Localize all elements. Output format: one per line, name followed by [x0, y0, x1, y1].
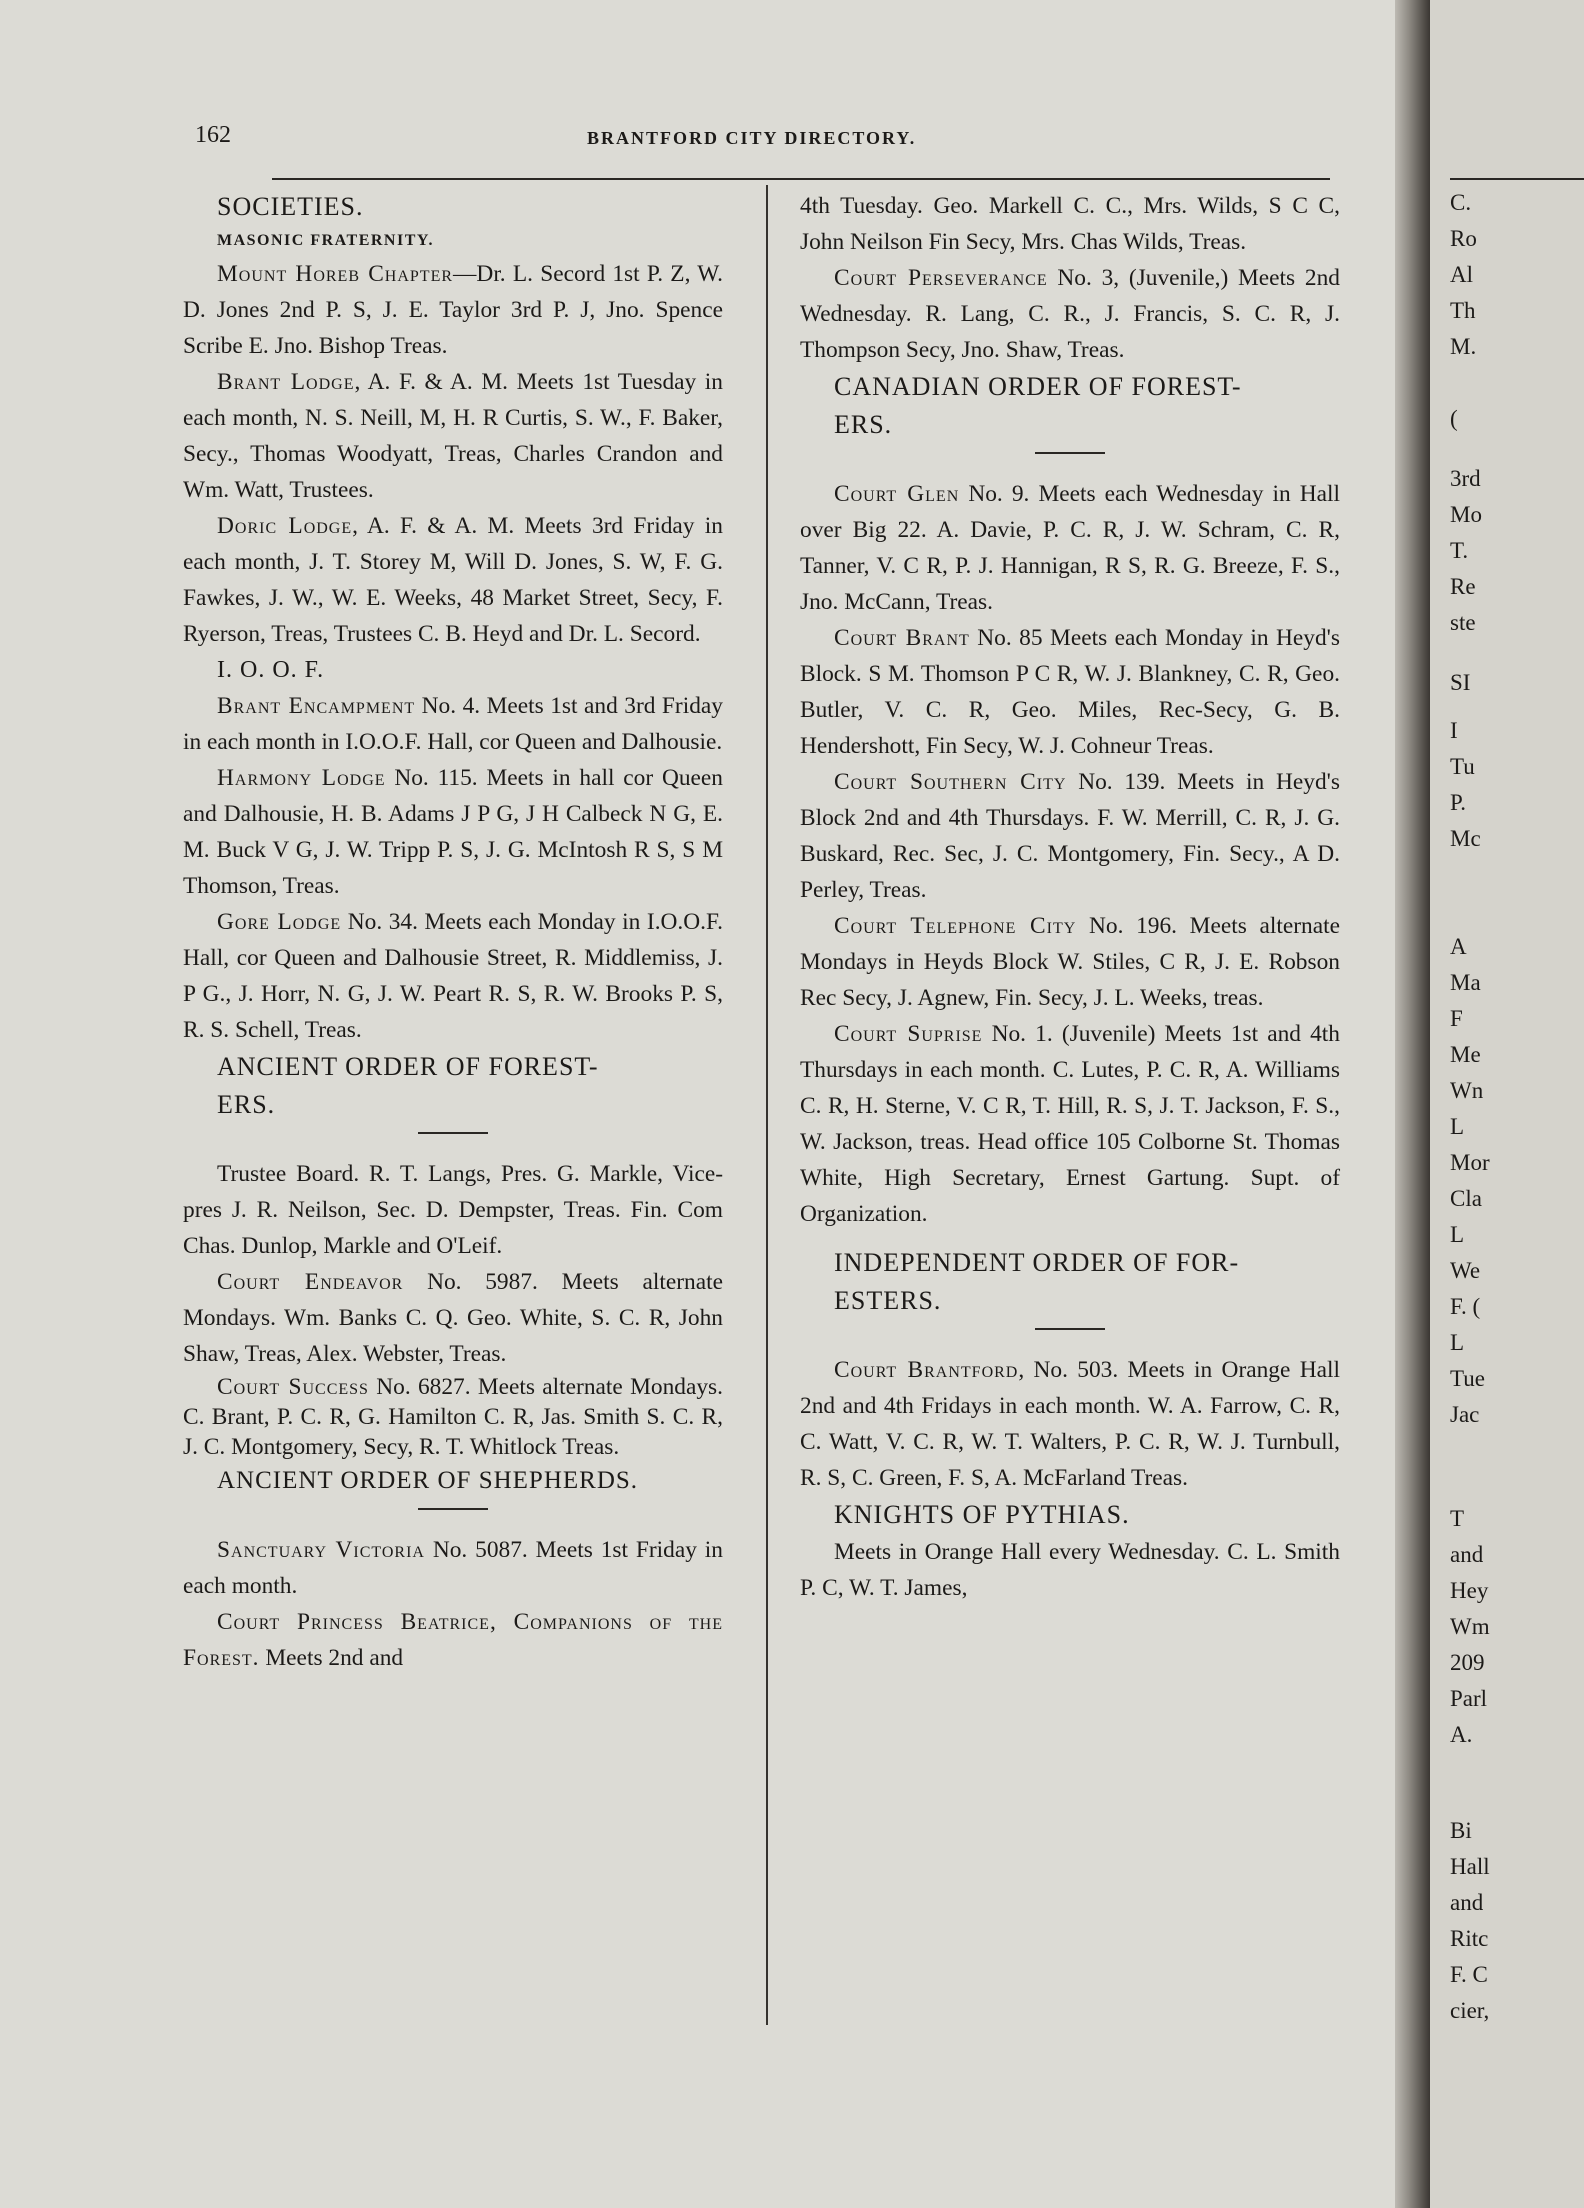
entry-text: —Dr. L. Secord 1st P. Z, W. D. Jones 2nd P. S, J. E. Taylor 3rd P. J, Jno. Spence Scribe E. Jno. Bishop Treas. [183, 261, 723, 359]
next-page-fragment: Re [1450, 574, 1476, 599]
page-number: 162 [195, 122, 231, 148]
next-page-fragment: and [1450, 1542, 1484, 1567]
entry-name: Harmony Lodge [217, 765, 386, 791]
next-page-fragment: Mo [1450, 502, 1482, 527]
entry-name: Court Success [217, 1374, 369, 1400]
entry-text: No. 5087. Meets 1st Friday in each month. [183, 1537, 724, 1599]
entry-text: No. 115. Meets in hall cor Queen and Dalhousie, H. B. Adams J P G, J H Calbeck N G, E. M. Buck V G, J. W. Tripp P. S, J. G. McIntosh R S, S M Thomson, Treas. [183, 765, 723, 899]
societies-heading: SOCIETIES. [217, 192, 364, 221]
next-page-fragment: cier, [1450, 1998, 1490, 2023]
entry-text: , A. F. & A. M. Meets 1st Tuesday in each month, N. S. Neill, M, H. R Curtis, S. W., F. Baker, Secy., Thomas Woodyatt, Treas, Charles Crandon and Wm. Watt, Trustees. [183, 369, 723, 503]
cof-heading-line1: CANADIAN ORDER OF FOREST- [834, 372, 1242, 401]
iof-heading: I. O. O. F. [217, 657, 325, 683]
entry-brant-encampment [183, 688, 723, 760]
entry-name: Court Telephone City [834, 913, 1077, 939]
section-dash [1035, 452, 1105, 454]
entry-harmony-lodge [183, 760, 723, 904]
next-page-fragment: Al [1450, 262, 1473, 287]
entry-court-endeavor [183, 1264, 723, 1372]
entry-name: Court Endeavor [217, 1269, 404, 1295]
entry-name: Brant Encampment [217, 693, 416, 719]
next-page-fragment: Tu [1450, 754, 1475, 779]
entry-name: Court Suprise [834, 1021, 983, 1047]
entry-text: Meets 2nd and [259, 1645, 404, 1671]
entry-name: Court Perseverance [834, 265, 1048, 291]
section-dash [418, 1508, 488, 1510]
next-page-fragment: Mc [1450, 826, 1481, 851]
iof-foresters-heading-line2: ESTERS. [834, 1286, 942, 1315]
next-page-fragment: I [1450, 718, 1458, 743]
next-page-fragment: T [1450, 1506, 1465, 1531]
entry-princess-beatrice [183, 1604, 723, 1676]
entry-continued: 4th Tuesday. Geo. Markell C. C., Mrs. Wilds, S C C, John Neilson Fin Secy, Mrs. Chas Wilds, Treas. [800, 193, 1340, 255]
next-page-fragment: F. ( [1450, 1294, 1481, 1319]
next-page-fragment: Ma [1450, 970, 1481, 995]
next-page-fragment: Hey [1450, 1578, 1489, 1603]
entry-name: Sanctuary Victoria [217, 1537, 425, 1563]
next-page-fragment: Th [1450, 298, 1476, 323]
right-column [800, 188, 1340, 1606]
entry-sanctuary-victoria [183, 1532, 723, 1604]
entry-court-glen [800, 476, 1340, 620]
next-page-fragment: L [1450, 1114, 1465, 1139]
aof-heading-line2: ERS. [217, 1090, 276, 1119]
next-page-fragment: Ro [1450, 226, 1477, 251]
pythias-heading: KNIGHTS OF PYTHIAS. [834, 1500, 1130, 1529]
entry-court-brant [800, 620, 1340, 764]
entry-text: No. 196. Meets alternate Mondays in Heyds Block W. Stiles, C R, J. E. Robson Rec Secy, J. Agnew, Fin. Secy, J. L. Weeks, treas. [800, 913, 1341, 1011]
entry-text: No. 5987. Meets alternate Mondays. Wm. Banks C. Q. Geo. White, S. C. R, John Shaw, Treas, Alex. Webster, Treas. [183, 1269, 723, 1367]
entry-court-brantford [800, 1352, 1340, 1496]
next-page-header-rule [1450, 178, 1584, 180]
entry-name: Doric Lodge [217, 513, 353, 539]
next-page-fragment: Tue [1450, 1366, 1485, 1391]
header-rule [272, 178, 1330, 180]
masonic-heading: MASONIC FRATERNITY. [217, 232, 434, 249]
next-page-edge [1430, 0, 1584, 2208]
entry-text: No. 34. Meets each Monday in I.O.O.F. Hall, cor Queen and Dalhousie Street, R. Middlemiss, J. P G., J. Horr, N. G, J. W. Peart R. S, R. W. Brooks P. S, R. S. Schell, Treas. [183, 909, 724, 1043]
entry-name: Mount Horeb Chapter [217, 261, 454, 287]
next-page-fragment: ( [1450, 406, 1458, 431]
entry-text: No. 3, (Juvenile,) Meets 2nd Wednesday. R. Lang, C. R., J. Francis, S. C. R, J. Thompson Secy, Jno. Shaw, Treas. [800, 265, 1341, 363]
entry-gore-lodge [183, 904, 723, 1048]
entry-name: Gore Lodge [217, 909, 342, 935]
next-page-fragment: A. [1450, 1722, 1473, 1747]
next-page-fragment: Wn [1450, 1078, 1484, 1103]
cof-heading-line2: ERS. [834, 410, 893, 439]
next-page-fragment: Me [1450, 1042, 1481, 1067]
column-divider [766, 185, 768, 2025]
next-page-fragment: M. [1450, 334, 1477, 359]
entry-text: No. 139. Meets in Heyd's Block 2nd and 4th Thursdays. F. W. Merrill, C. R, J. G. Buskard, Rec. Sec, J. C. Montgomery, Fin. Secy., A D. Perley, Treas. [800, 769, 1340, 903]
next-page-fragment: Wm [1450, 1614, 1490, 1639]
entry-text: , No. 503. Meets in Orange Hall 2nd and 4th Fridays in each month. W. A. Farrow, C. R, C. Watt, V. C. R, W. T. Walters, P. C. R, W. J. Turnbull, R. S, C. Green, F. S, A. McFarland Treas. [800, 1357, 1340, 1491]
next-page-fragment: Hall [1450, 1854, 1490, 1879]
entry-text: No. 6827. Meets alternate Mondays. C. Brant, P. C. R, G. Hamilton C. R, Jas. Smith S. C. R, J. C. Montgomery, Secy, R. T. Whitlock Treas. [183, 1374, 723, 1460]
page-header [195, 122, 1330, 162]
running-title: BRANTFORD CITY DIRECTORY. [587, 128, 917, 148]
next-page-fragment: L [1450, 1330, 1465, 1355]
next-page-fragment: F. C [1450, 1962, 1488, 1987]
entry-text: No. 4. Meets 1st and 3rd Friday in each month in I.O.O.F. Hall, cor Queen and Dalhousie. [183, 693, 723, 755]
entry-text: , A. F. & A. M. Meets 3rd Friday in each month, J. T. Storey M, Will D. Jones, S. W, F. G. Fawkes, J. W., W. E. Weeks, 48 Market Street, Secy, F. Ryerson, Treas, Trustees C. B. Heyd and Dr. L. Secord. [183, 513, 723, 647]
next-page-fragment: Ritc [1450, 1926, 1489, 1951]
entry-name: Court Brantford [834, 1357, 1019, 1383]
next-page-fragment: Cla [1450, 1186, 1482, 1211]
next-page-fragment: C. [1450, 190, 1472, 215]
left-column [183, 188, 723, 1676]
next-page-fragment: SI [1450, 670, 1471, 695]
shepherds-heading: ANCIENT ORDER OF SHEPHERDS. [217, 1467, 639, 1494]
next-page-fragment: and [1450, 1890, 1484, 1915]
entry-court-perseverance [800, 260, 1340, 368]
iof-foresters-heading-line1: INDEPENDENT ORDER OF FOR- [834, 1248, 1240, 1277]
next-page-fragment: Mor [1450, 1150, 1490, 1175]
entry-name: Court Brant [834, 625, 970, 651]
entry-name: Court Southern City [834, 769, 1067, 795]
entry-name: Court Princess Beatrice, Companions of the Forest. [183, 1609, 723, 1671]
next-page-fragment: F [1450, 1006, 1463, 1031]
next-page-fragment: T. [1450, 538, 1469, 563]
next-page-fragment: We [1450, 1258, 1481, 1283]
next-page-fragment: Parl [1450, 1686, 1488, 1711]
entry-pythias: Meets in Orange Hall every Wednesday. C. L. Smith P. C, W. T. James, [800, 1539, 1340, 1601]
entry-court-telephone-city [800, 908, 1340, 1016]
entry-court-suprise [800, 1016, 1340, 1232]
next-page-fragment: Jac [1450, 1402, 1480, 1427]
next-page-fragment: ste [1450, 610, 1476, 635]
book-gutter [1395, 0, 1430, 2208]
entry-brant-lodge [183, 364, 723, 508]
next-page-fragment: L [1450, 1222, 1465, 1247]
next-page-fragment: Bi [1450, 1818, 1472, 1843]
next-page-fragment: 209 [1450, 1650, 1485, 1675]
next-page-fragment: 3rd [1450, 466, 1481, 491]
section-dash [418, 1132, 488, 1134]
next-page-fragment: P. [1450, 790, 1466, 815]
entry-mount-horeb [183, 256, 723, 364]
entry-court-southern-city [800, 764, 1340, 908]
aof-heading-line1: ANCIENT ORDER OF FOREST- [217, 1052, 599, 1081]
section-dash [1035, 1328, 1105, 1330]
entry-text: No. 85 Meets each Monday in Heyd's Block. S M. Thomson P C R, W. J. Blankney, C. R, Geo. Butler, V. C. R, Geo. Miles, Rec-Secy, G. B. Hendershott, Fin Secy, W. J. Cohneur Treas. [800, 625, 1340, 759]
entry-text: No. 1. (Juvenile) Meets 1st and 4th Thursdays in each month. C. Lutes, P. C. R, A. Williams C. R, H. Sterne, V. C R, T. Hill, R. S, J. T. Jackson, F. S., W. Jackson, treas. Head office 105 Colborne St. Thomas White, High Secretary, Ernest Gartung. Supt. of Organization. [800, 1021, 1340, 1227]
entry-doric-lodge [183, 508, 723, 652]
next-page-fragment: A [1450, 934, 1467, 959]
entry-trustee-board: Trustee Board. R. T. Langs, Pres. G. Markle, Vice-pres J. R. Neilson, Sec. D. Dempster, Treas. Fin. Com Chas. Dunlop, Markle and O'Leif. [183, 1161, 723, 1259]
entry-court-success [183, 1372, 723, 1462]
entry-text: No. 9. Meets each Wednesday in Hall over Big 22. A. Davie, P. C. R, J. W. Schram, C. R, Tanner, V. C R, P. J. Hannigan, R S, R. G. Breeze, F. S., Jno. McCann, Treas. [800, 481, 1340, 615]
entry-name: Court Glen [834, 481, 960, 507]
entry-name: Brant Lodge [217, 369, 355, 395]
